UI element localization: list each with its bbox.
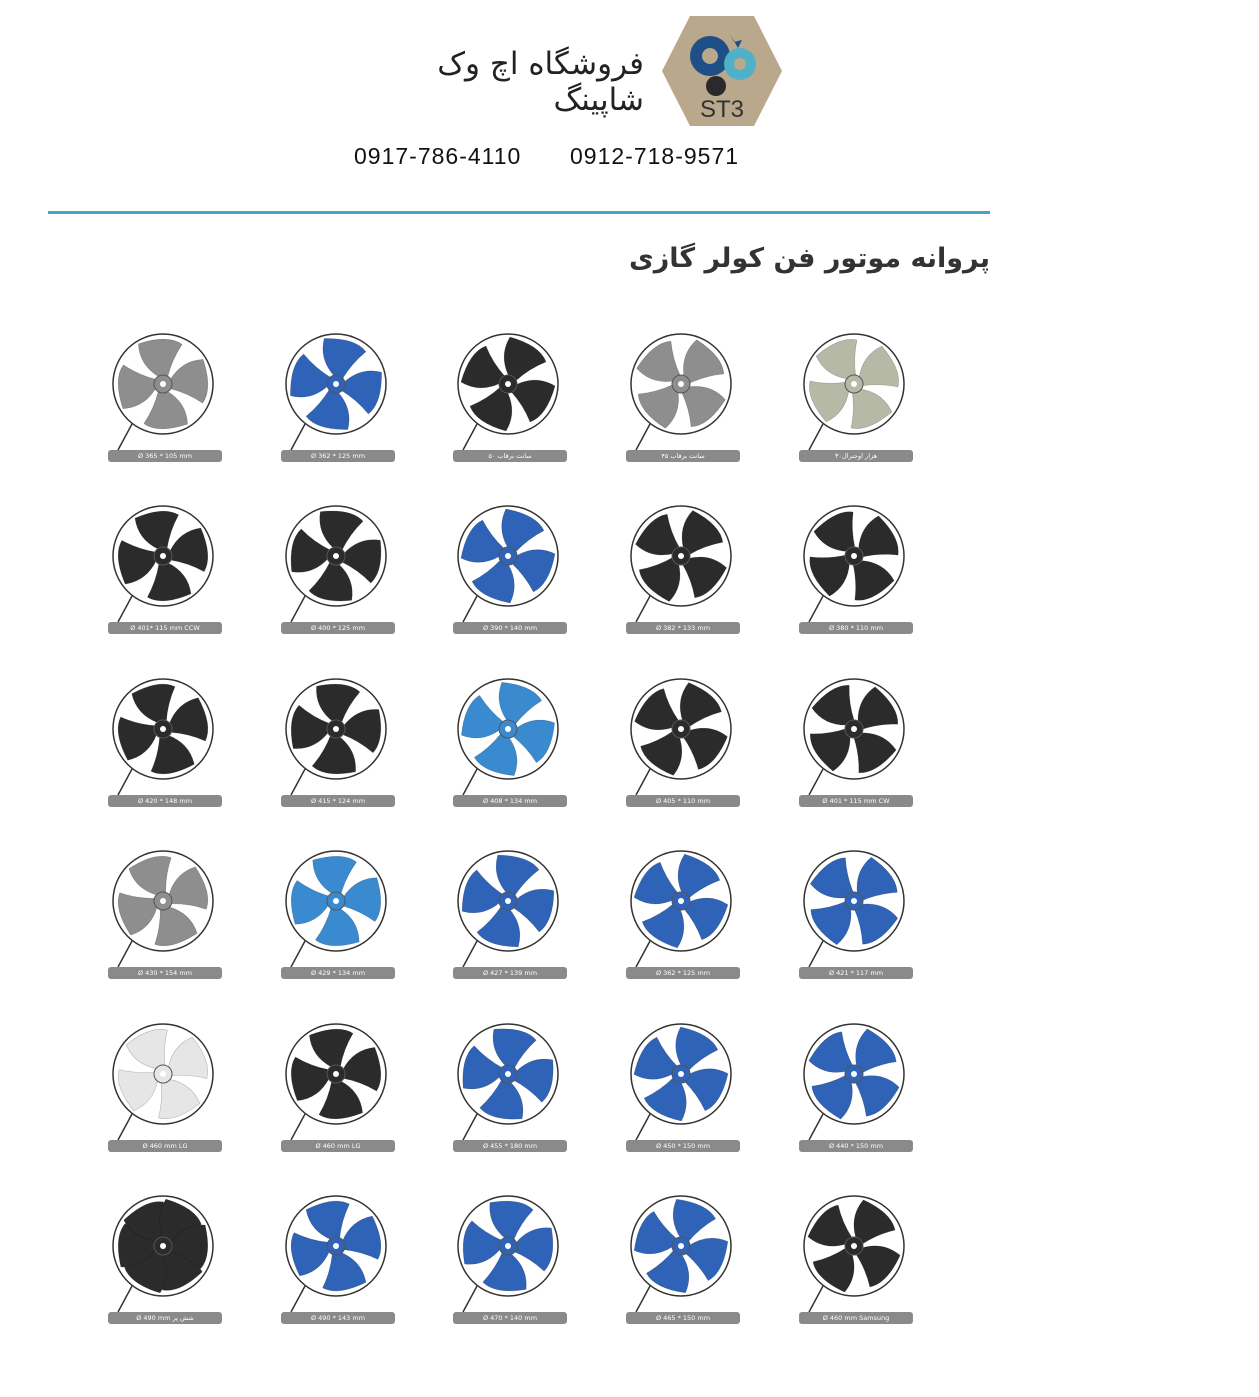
fan-blade-image: [626, 849, 746, 969]
fan-blade-image: [453, 849, 573, 969]
fan-blade-image: [626, 332, 746, 452]
fan-blade-image: [281, 849, 401, 969]
fan-blade-image: [281, 677, 401, 797]
fan-blade-image: [453, 1194, 573, 1314]
product-card[interactable]: [281, 849, 401, 989]
fan-blade-image: [453, 1022, 573, 1142]
product-card[interactable]: [281, 332, 401, 472]
product-caption: Ø 362 * 125 mm: [281, 450, 395, 462]
product-caption: Ø 420 * 148 mm: [108, 795, 222, 807]
product-caption: Ø 465 * 150 mm: [626, 1312, 740, 1324]
product-card[interactable]: [626, 332, 746, 472]
product-caption: Ø 390 * 140 mm: [453, 622, 567, 634]
product-caption: Ø 455 * 180 mm: [453, 1140, 567, 1152]
fan-blade-image: [799, 849, 919, 969]
product-caption: Ø 408 * 134 mm: [453, 795, 567, 807]
product-caption: Ø 490 * 143 mm: [281, 1312, 395, 1324]
fan-blade-image: [108, 1022, 228, 1142]
product-card[interactable]: [626, 1022, 746, 1162]
page-title: پروانه موتور فن کولر گازی: [628, 243, 990, 274]
product-card[interactable]: [799, 677, 919, 817]
product-caption: Ø 401* 115 mm CCW: [108, 622, 222, 634]
fan-blade-image: [626, 504, 746, 624]
product-card[interactable]: [453, 504, 573, 644]
fan-blade-image: [626, 1194, 746, 1314]
product-caption: Ø 405 * 110 mm: [626, 795, 740, 807]
product-card[interactable]: [108, 1022, 228, 1162]
product-card[interactable]: [626, 849, 746, 989]
product-caption: Ø 382 * 133 mm: [626, 622, 740, 634]
fan-blade-image: [281, 1022, 401, 1142]
product-card[interactable]: [626, 504, 746, 644]
product-caption: Ø 421 * 117 mm: [799, 967, 913, 979]
product-card[interactable]: [281, 504, 401, 644]
fan-blade-image: [108, 677, 228, 797]
product-caption: Ø 380 * 110 mm: [799, 622, 913, 634]
fan-blade-image: [453, 504, 573, 624]
fan-blade-image: [281, 504, 401, 624]
product-card[interactable]: [453, 849, 573, 989]
product-card[interactable]: [108, 1194, 228, 1334]
product-card[interactable]: [281, 1194, 401, 1334]
fan-blade-image: [799, 332, 919, 452]
product-card[interactable]: [799, 1022, 919, 1162]
product-card[interactable]: [799, 332, 919, 472]
product-caption: Ø 429 * 134 mm: [281, 967, 395, 979]
product-card[interactable]: [799, 504, 919, 644]
product-card[interactable]: [108, 677, 228, 817]
fan-blade-image: [108, 332, 228, 452]
product-caption: Ø 430 * 154 mm: [108, 967, 222, 979]
product-card[interactable]: [453, 1194, 573, 1334]
fan-blade-image: [281, 1194, 401, 1314]
product-caption: Ø 401 * 115 mm CW: [799, 795, 913, 807]
fan-blade-image: [799, 677, 919, 797]
product-caption: Ø 362 * 125 mm: [626, 967, 740, 979]
product-caption: Ø 460 mm Samsung: [799, 1312, 913, 1324]
product-card[interactable]: [453, 1022, 573, 1162]
product-caption: Ø 400 * 125 mm: [281, 622, 395, 634]
product-caption: Ø 440 * 150 mm: [799, 1140, 913, 1152]
product-caption: Ø 490 mm شش پر: [108, 1312, 222, 1324]
product-caption: Ø 450 * 150 mm: [626, 1140, 740, 1152]
product-card[interactable]: [799, 1194, 919, 1334]
fan-blade-image: [799, 1194, 919, 1314]
product-caption: Ø 415 * 124 mm: [281, 795, 395, 807]
fan-blade-image: [799, 1022, 919, 1142]
product-caption: Ø 427 * 139 mm: [453, 967, 567, 979]
product-caption: ۴۵ سانت برقاب: [626, 450, 740, 462]
product-card[interactable]: [108, 504, 228, 644]
product-caption: Ø 365 * 105 mm: [108, 450, 222, 462]
fan-blade-image: [108, 1194, 228, 1314]
product-caption: ۳۰هزار اوجنرال: [799, 450, 913, 462]
phone-number[interactable]: 0917-786-4110: [354, 143, 522, 169]
product-card[interactable]: [108, 849, 228, 989]
fan-blade-image: [453, 677, 573, 797]
fan-blade-image: [453, 332, 573, 452]
product-caption: Ø 460 mm LG: [281, 1140, 395, 1152]
logo-text: ST3: [699, 96, 745, 123]
product-card[interactable]: [108, 332, 228, 472]
product-card[interactable]: [453, 332, 573, 472]
fan-blade-image: [281, 332, 401, 452]
product-card[interactable]: [281, 677, 401, 817]
fan-blade-image: [626, 1022, 746, 1142]
product-caption: Ø 470 * 140 mm: [453, 1312, 567, 1324]
phone-number[interactable]: 0912-718-9571: [570, 143, 740, 169]
product-card[interactable]: [626, 1194, 746, 1334]
product-card[interactable]: [799, 849, 919, 989]
product-caption: ۵۰ سانت برقاب: [453, 450, 567, 462]
shop-name: فروشگاه اچ وک شاپینگ: [437, 46, 644, 118]
fan-blade-image: [799, 504, 919, 624]
fan-blade-image: [626, 677, 746, 797]
product-card[interactable]: [281, 1022, 401, 1162]
product-caption: Ø 460 mm LG: [108, 1140, 222, 1152]
product-card[interactable]: [626, 677, 746, 817]
fan-blade-image: [108, 849, 228, 969]
product-card[interactable]: [453, 677, 573, 817]
fan-blade-image: [108, 504, 228, 624]
